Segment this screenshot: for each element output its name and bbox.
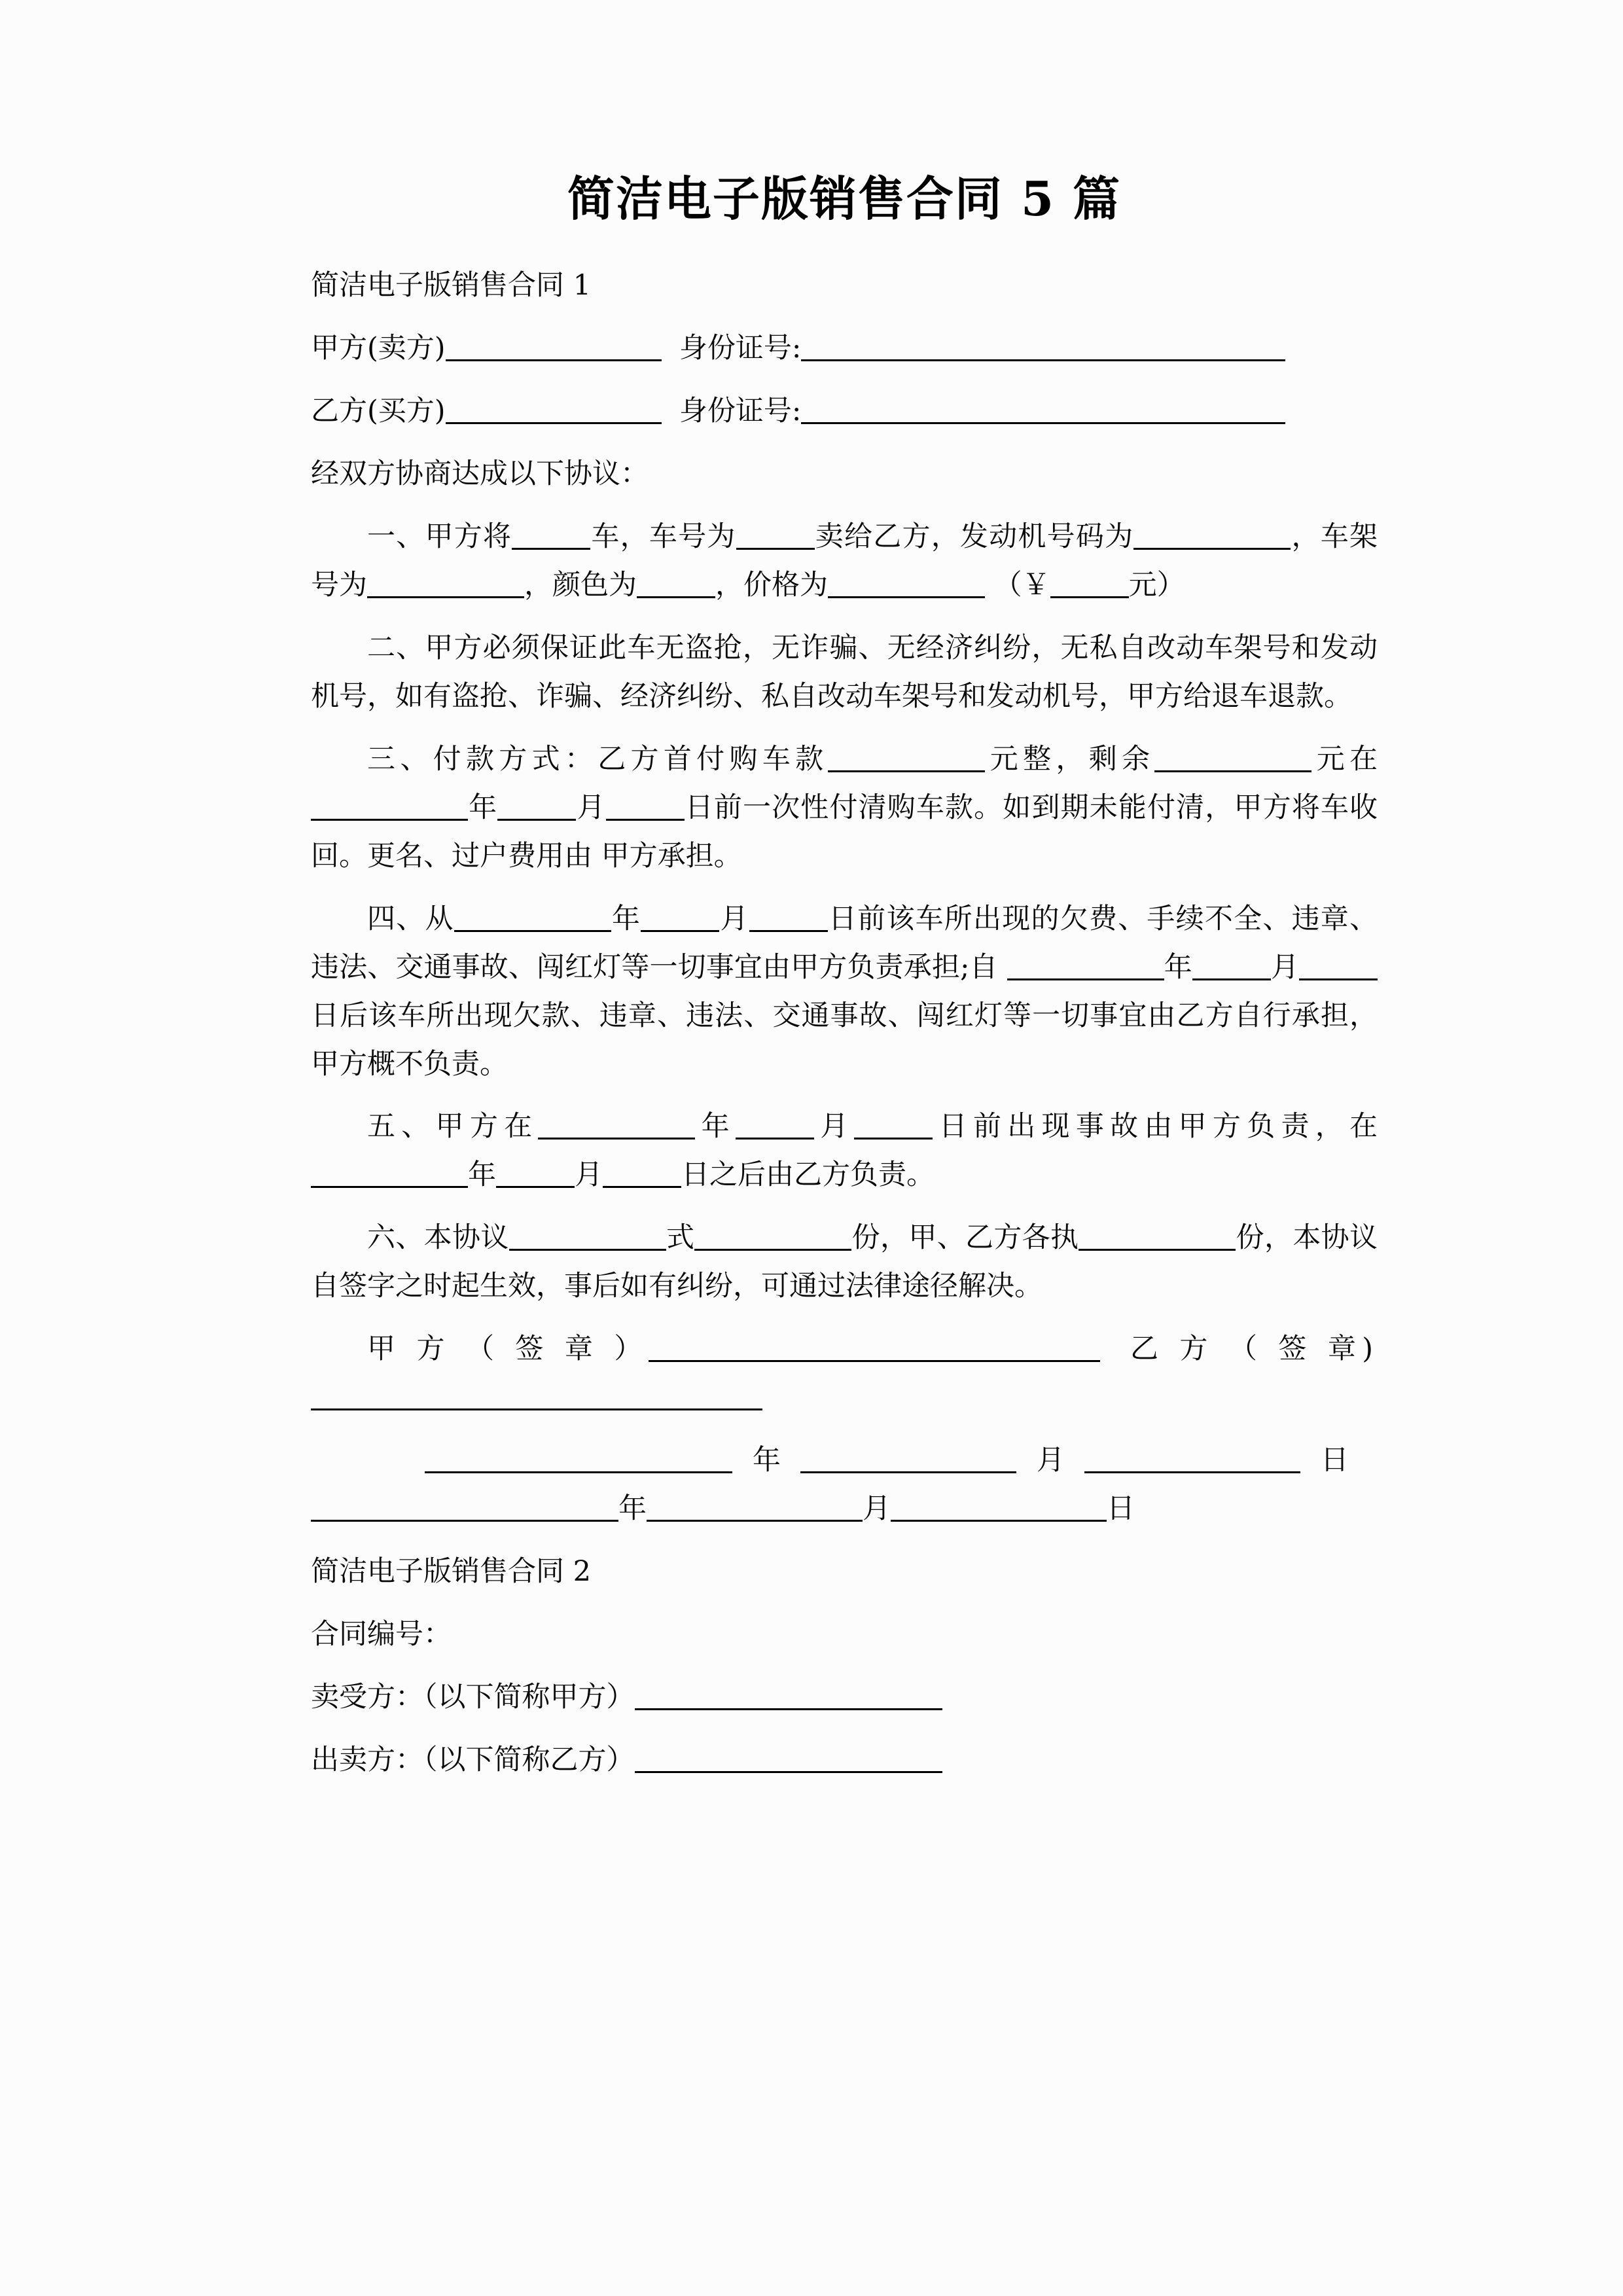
clause-5-text-c: 月 (813, 1110, 855, 1143)
clause-5-from-month-blank[interactable] (736, 1138, 814, 1139)
clause-1-engine-blank[interactable] (1133, 548, 1291, 550)
party-b-year-blank[interactable] (311, 1520, 618, 1522)
clause-4-from-day-blank[interactable] (749, 930, 828, 932)
clause-6-copies-count-blank[interactable] (694, 1249, 851, 1251)
party-b-label: 乙方(买方) (311, 395, 446, 428)
party-a-label: 甲方(卖方) (311, 332, 446, 365)
clause-5-to-year-blank[interactable] (311, 1186, 468, 1188)
buyer-label: 卖受方：（以下简称甲方） (311, 1681, 635, 1714)
date-month-label-a: 月 (1016, 1444, 1085, 1477)
clause-4-text-f: 月 (1270, 950, 1300, 984)
contract-no-label: 合同编号： (311, 1618, 452, 1651)
clause-5-from-year-blank[interactable] (538, 1138, 695, 1139)
party-b-day-blank[interactable] (891, 1520, 1107, 1522)
clause-3-text-a: 三、付款方式：乙方首付购车款 (367, 742, 829, 776)
party-a-id-blank[interactable] (801, 359, 1285, 361)
party-a-signature-blank[interactable] (649, 1360, 1100, 1362)
clause-6-text-d: 份，本协议自签字之时起生效，事后如有纠纷，可通过法律途径解决。 (311, 1221, 1378, 1303)
clause-4-from-year-blank[interactable] (454, 930, 611, 932)
clause-5-text-g: 日之后由乙方负责。 (681, 1158, 935, 1192)
clause-1-price-blank[interactable] (828, 596, 985, 598)
party-a-name-blank[interactable] (446, 359, 662, 361)
clause-1-text-d: ，车架号为 (311, 520, 1378, 601)
clause-5-from-day-blank[interactable] (854, 1138, 933, 1139)
party-a-line (311, 325, 1378, 373)
clause-5-to-day-blank[interactable] (603, 1186, 681, 1188)
clause-1-text-a: 一、甲方将 (367, 520, 512, 553)
contract1-heading-text: 简洁电子版销售合同 1 (311, 269, 592, 302)
signature-date-line (311, 1437, 1378, 1534)
party-b-id-blank[interactable] (801, 422, 1285, 424)
party-b-name-blank[interactable] (446, 422, 662, 424)
party-a-day-blank[interactable] (1084, 1471, 1300, 1473)
clause-1-frame-blank[interactable] (367, 596, 524, 598)
clause-1-text-b: 车，车号为 (590, 520, 736, 553)
contract2-seller-line (311, 1736, 1378, 1785)
party-a-sign-label: 甲 方 （ 签 章 ） (367, 1333, 649, 1366)
contract2-heading-text: 简洁电子版销售合同 2 (311, 1555, 592, 1588)
clause-2 (311, 624, 1378, 721)
clause-4-text-c: 月 (719, 902, 749, 935)
party-b-id-label: 身份证号: (679, 395, 802, 428)
clause-4-text-d: 日前该车所出现的欠费、手续不全、违章、违法、交通事故、闯红灯等一切事宜由甲方负责承担;自 (311, 902, 1378, 984)
clause-3-remaining-blank[interactable] (1154, 770, 1311, 772)
party-a-year-blank[interactable] (425, 1471, 732, 1473)
clause-4-to-year-blank[interactable] (1007, 978, 1164, 980)
clause-4-to-month-blank[interactable] (1192, 978, 1271, 980)
clause-3-text-f: 日前一次性付清购车款。如到期未能付清，甲方将车收回。更名、过户费用由 甲方承担。 (311, 791, 1378, 872)
clause-6-text-a: 六、本协议 (367, 1221, 509, 1255)
party-b-month-blank[interactable] (647, 1520, 863, 1522)
clause-3 (311, 736, 1378, 881)
date-year-label-a: 年 (732, 1444, 801, 1477)
clause-1-text-f: ，价格为 (715, 568, 828, 601)
clause-5 (311, 1103, 1378, 1200)
date-day-label-b: 日 (1107, 1492, 1135, 1526)
clause-4-text-e: 年 (1164, 950, 1192, 984)
document-body (311, 167, 1378, 1799)
buyer-name-blank[interactable] (635, 1708, 942, 1710)
party-b-sign-label: 乙 方 （ 签 章) (1130, 1333, 1378, 1366)
clause-3-text-e: 月 (576, 791, 606, 824)
signature-line (311, 1325, 1378, 1422)
contract2-buyer-line (311, 1674, 1378, 1722)
clause-4 (311, 895, 1378, 1089)
clause-3-year-blank[interactable] (311, 819, 468, 821)
party-b-line (311, 387, 1378, 436)
clause-5-text-d: 日前出现事故由甲方负责，在 (933, 1110, 1378, 1143)
clause-1-text-c: 卖给乙方，发动机号码为 (814, 520, 1134, 553)
clause-4-text-b: 年 (611, 902, 641, 935)
agreement-intro (311, 450, 1378, 499)
clause-6-copies-type-blank[interactable] (509, 1249, 666, 1251)
page-title: 简洁电子版销售合同 5 篇 (567, 171, 1122, 226)
clause-3-downpayment-blank[interactable] (828, 770, 985, 772)
clause-3-day-blank[interactable] (606, 819, 685, 821)
contract2-heading (311, 1548, 1378, 1596)
clause-5-text-a: 五、甲方在 (367, 1110, 539, 1143)
date-year-label-b: 年 (618, 1492, 647, 1526)
clause-1-car-blank[interactable] (512, 548, 590, 550)
clause-4-to-day-blank[interactable] (1299, 978, 1378, 980)
clause-6-each-count-blank[interactable] (1079, 1249, 1236, 1251)
clause-1-text-g: （￥ (993, 568, 1050, 601)
clause-1 (311, 513, 1378, 610)
clause-5-to-month-blank[interactable] (496, 1186, 575, 1188)
clause-3-text-b: 元整，剩余 (985, 742, 1155, 776)
clause-1-text-e: ，颜色为 (524, 568, 637, 601)
clause-3-month-blank[interactable] (497, 819, 576, 821)
party-b-signature-blank[interactable] (311, 1408, 762, 1410)
contract2-number-line (311, 1611, 1378, 1659)
party-a-id-label: 身份证号: (679, 332, 802, 365)
clause-4-text-g: 日后该车所出现欠款、违章、违法、交通事故、闯红灯等一切事宜由乙方自行承担，甲方概不负责。 (311, 999, 1378, 1081)
clause-3-text-c: 元在 (1311, 742, 1378, 776)
clause-4-from-month-blank[interactable] (641, 930, 719, 932)
seller-name-blank[interactable] (635, 1771, 942, 1773)
agreement-intro-text: 经双方协商达成以下协议： (311, 457, 649, 491)
clause-5-text-f: 月 (575, 1158, 603, 1192)
contract1-heading (311, 262, 1378, 310)
clause-5-text-b: 年 (695, 1110, 736, 1143)
date-day-label-a: 日 (1300, 1444, 1369, 1477)
clause-2-text: 二、甲方必须保证此车无盗抢，无诈骗、无经济纠纷，无私自改动车架号和发动机号，如有盗抢、诈骗、经济纠纷、私自改动车架号和发动机号，甲方给退车退款。 (311, 631, 1378, 713)
clause-6 (311, 1214, 1378, 1311)
clause-1-plate-blank[interactable] (736, 548, 815, 550)
clause-1-color-blank[interactable] (637, 596, 715, 598)
clause-6-text-b: 式 (666, 1221, 695, 1255)
date-month-label-b: 月 (863, 1492, 891, 1526)
party-a-month-blank[interactable] (800, 1471, 1016, 1473)
clause-1-amount-blank[interactable] (1050, 596, 1129, 598)
clause-6-text-c: 份，甲、乙方各执 (851, 1221, 1079, 1255)
clause-1-text-h: 元） (1128, 568, 1185, 601)
seller-label: 出卖方：（以下简称乙方） (311, 1743, 635, 1776)
clause-3-text-d: 年 (468, 791, 498, 824)
clause-5-text-e: 年 (468, 1158, 496, 1192)
clause-4-text-a: 四、从 (367, 902, 454, 935)
